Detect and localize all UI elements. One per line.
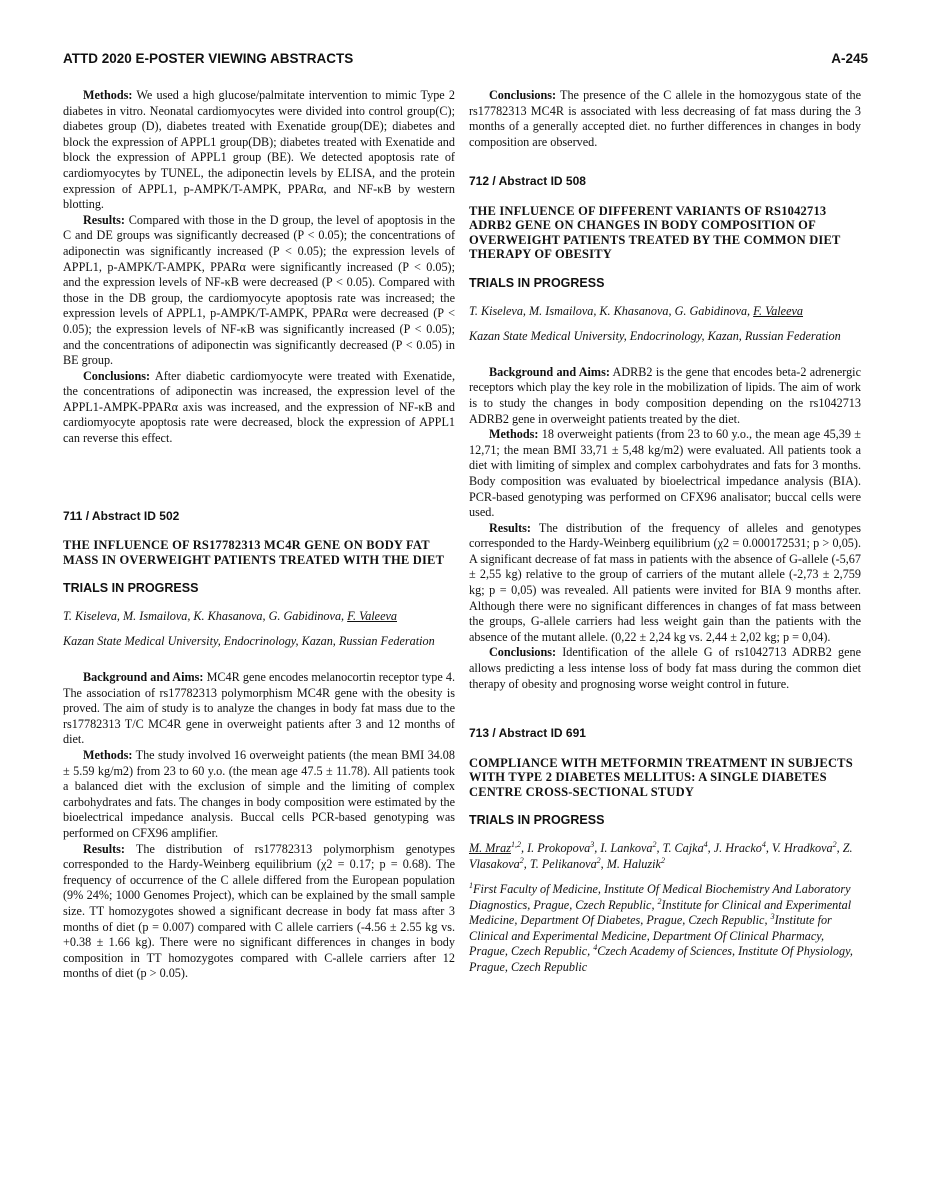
affiliation-mark: 3 bbox=[770, 912, 775, 922]
conclusions-text: After diabetic cardiomyocyte were treated with Exenatide, the concentrations of adiponectin was increased, the expression level of the APPL1-AMPK-PPARα axis was increased, and the expression of NF-κB and cardiomyocyte apoptosis rate were decreased, block the expression of APPL1 can reverse this effect. bbox=[63, 368, 456, 446]
conclusions-paragraph bbox=[469, 645, 861, 692]
background-paragraph bbox=[63, 670, 455, 748]
abstract-713 bbox=[469, 726, 861, 975]
methods-paragraph bbox=[469, 427, 861, 521]
background-paragraph bbox=[469, 365, 861, 427]
affiliation: Kazan State Medical University, Endocrinology, Kazan, Russian Federation bbox=[469, 329, 841, 344]
section-spacer bbox=[469, 692, 861, 726]
methods-label: Methods: bbox=[83, 88, 133, 102]
author-affiliation-mark: 1,2 bbox=[510, 839, 521, 849]
author-name: , I. Prokopova bbox=[520, 840, 591, 855]
abstract-subheading: TRIALS IN PROGRESS bbox=[469, 813, 605, 828]
methods-label: Methods: bbox=[489, 427, 539, 442]
author-list bbox=[469, 841, 861, 872]
author-name: , Z. Vlasakova bbox=[469, 840, 853, 871]
affiliation-list bbox=[469, 882, 861, 976]
author-name: , T. Pelikanova bbox=[523, 856, 597, 871]
conclusions-label: Conclusions: bbox=[83, 368, 151, 383]
author-name: , T. Cajka bbox=[656, 840, 704, 855]
affiliation: Institute for Clinical and Experimental Medicine, Department Of Clinical Pharmacy, Prague, Czech Republic, bbox=[469, 913, 832, 959]
abstract-subheading: TRIALS IN PROGRESS bbox=[63, 581, 199, 596]
author-name: , V. Hradkova bbox=[765, 840, 833, 855]
conclusions-label: Conclusions: bbox=[489, 88, 557, 102]
background-text: MC4R gene encodes melanocortin receptor type 4. The association of rs17782313 polymorphism MC4R gene with the obesity is proved. The aim of study is to analyze the changes in body fat mass due to the rs17782313 T/C MC4R gene in overweight patients after 3 and 12 months of diet. bbox=[63, 670, 455, 747]
author-list bbox=[63, 609, 455, 625]
conclusions-paragraph bbox=[63, 369, 455, 447]
left-column bbox=[63, 88, 455, 982]
author-name: , I. Lankova bbox=[594, 840, 653, 855]
methods-paragraph bbox=[63, 748, 455, 842]
results-text: The distribution of rs17782313 polymorphism genotypes corresponded to the Hardy-Weinberg equilibrium (χ2 = 0.17; p = 0.68). The frequency of occurrence of the C allele differed from the European population (9% 24%; 1000 Genomes Project), which can be explained by the small sample size. TT homozygotes showed a significant decrease in body fat mass after 3 months of diet (p = 0.007) compared with C allele carriers (-4.56 ± 2.55 kg vs. +0.38 ± 1.66 kg). There were no significant differences in changes in body composition in TT homozygotes compared with C-allele carriers after 12 months of diet (p > 0.05). bbox=[63, 841, 456, 981]
affiliation: Kazan State Medical University, Endocrinology, Kazan, Russian Federation bbox=[63, 634, 435, 649]
background-label: Background and Aims: bbox=[489, 364, 610, 379]
results-label: Results: bbox=[83, 841, 125, 856]
presenting-author: M. Mraz bbox=[469, 840, 511, 855]
conclusions-paragraph bbox=[469, 88, 861, 150]
abstract-title: THE INFLUENCE OF DIFFERENT VARIANTS OF RS1042713 ADRB2 GENE ON CHANGES IN BODY COMPOSITION OF OVERWEIGHT PATIENTS TREATED BY THE COMMON DIET THERAPY OF OBESITY bbox=[469, 203, 841, 262]
affiliation-mark: 1 bbox=[469, 881, 473, 891]
results-label: Results: bbox=[83, 212, 125, 227]
methods-text: We used a high glucose/palmitate intervention to mimic Type 2 diabetes in vitro. Neonatal cardiomyocytes were divided into control group(C); diabetes group (D), diabetes treated with Exenatide group(DE); diabetes and block the expression of APPL1 group(DB); diabetes treated with Exenatide and block the expression of APPL1 group (BE). We detected apoptosis rate of cardiomyocytes by TUNEL, the adiponectin levels by ELISA, and the protein expression of APPL1, p-AMPK/T-AMPK, PPARα, and NF-κB by western blotting. bbox=[63, 88, 455, 212]
authors-text: T. Kiseleva, M. Ismailova, K. Khasanova, G. Gabidinova, bbox=[63, 608, 345, 623]
background-text: ADRB2 is the gene that encodes beta-2 adrenergic receptors which play the key role in the mobilization of lipids. The aim of work is to study the changes in body composition depending on the rs1042713 ADRB2 gene in overweight patients treated by the diet. bbox=[469, 364, 861, 426]
results-paragraph bbox=[63, 213, 455, 369]
background-label: Background and Aims: bbox=[83, 670, 204, 685]
methods-paragraph bbox=[63, 88, 455, 213]
results-paragraph bbox=[469, 521, 861, 646]
author-affiliation-mark: 2 bbox=[596, 855, 601, 865]
results-label: Results: bbox=[489, 520, 531, 535]
conclusions-text: The presence of the C allele in the homozygous state of the rs17782313 MC4R is associated with less decreasing of fat mass during the 3 months of a generally accepted diet. no further differences in changes in body composition are observed. bbox=[469, 88, 861, 149]
authors-text: T. Kiseleva, M. Ismailova, K. Khasanova, G. Gabidinova, bbox=[469, 303, 751, 318]
affiliation: Institute for Clinical and Experimental Medicine, Department Of Diabetes, Prague, Czech Republic, bbox=[469, 897, 852, 928]
author-affiliation-mark: 2 bbox=[652, 839, 657, 849]
abstract-712 bbox=[469, 174, 861, 692]
presenting-author: F. Valeeva bbox=[347, 608, 398, 623]
affiliation: First Faculty of Medicine, Institute Of Medical Biochemistry And Laboratory Diagnostics, Prague, Czech Republic, bbox=[469, 882, 851, 912]
author-name: , M. Haluzik bbox=[600, 856, 661, 871]
author-affiliation-mark: 2 bbox=[519, 855, 524, 865]
author-name: , J. Hracko bbox=[707, 840, 762, 855]
running-header bbox=[63, 51, 868, 71]
affiliation-mark: 2 bbox=[657, 896, 662, 906]
author-affiliation-mark: 4 bbox=[761, 839, 766, 849]
presenting-author: F. Valeeva bbox=[753, 303, 804, 318]
abstract-subheading: TRIALS IN PROGRESS bbox=[469, 275, 605, 290]
abstract-title: COMPLIANCE WITH METFORMIN TREATMENT IN SUBJECTS WITH TYPE 2 DIABETES MELLITUS: A SINGLE DIABETES CENTRE CROSS-SECTIONAL STUDY bbox=[469, 755, 853, 799]
author-affiliation-mark: 3 bbox=[590, 839, 595, 849]
results-paragraph bbox=[63, 842, 455, 982]
abstract-title: THE INFLUENCE OF RS17782313 MC4R GENE ON BODY FAT MASS IN OVERWEIGHT PATIENTS TREATED WITH THE DIET bbox=[63, 538, 445, 567]
conclusions-text: Identification of the allele G of rs1042713 ADRB2 gene allows predicting a less intense loss of body fat mass during the common diet therapy of obesity and prognosing worse weight control in future. bbox=[469, 645, 862, 691]
author-affiliation-mark: 2 bbox=[832, 839, 837, 849]
author-list bbox=[469, 304, 861, 320]
journal-title: ATTD 2020 E-POSTER VIEWING ABSTRACTS bbox=[63, 51, 354, 66]
page-number: A-245 bbox=[831, 51, 868, 66]
affiliation: Czech Academy of Sciences, Institute Of Physiology, Prague, Czech Republic bbox=[469, 944, 853, 975]
methods-text: 18 overweight patients (from 23 to 60 y.o., the mean age 45,39 ± 12,71; the mean BMI 33,71 ± 5,48 kg/m2) were evaluated. All patients took a diet with limiting of simplex and complex carbohydrates and fats for 3 months. Body composition was evaluated by bioelectrical impedance analysis (BIA). PCR-based genotyping was performed on CFX96 analisator; buccal cells were used. bbox=[469, 427, 861, 520]
section-spacer bbox=[469, 150, 861, 174]
methods-text: The study involved 16 overweight patients (the mean BMI 34.08 ± 5.59 kg/m2) from 23 to 60 y.o. (the mean age 47.5 ± 11.78). All patients took a balanced diet with the exclusion of simple and the limiting of complex carbohydrates and fats. The changes in body composition were estimated by the bioelectrical impedance analysis. Buccal cells PCR-based genotyping was performed on CFX96 amplifier. bbox=[63, 748, 455, 840]
author-affiliation-mark: 4 bbox=[703, 839, 708, 849]
right-column bbox=[469, 88, 861, 976]
abstract-heading: 711 / Abstract ID 502 bbox=[63, 508, 180, 523]
abstract-heading: 712 / Abstract ID 508 bbox=[469, 174, 586, 189]
affiliation-mark: 4 bbox=[593, 943, 598, 953]
conclusions-label: Conclusions: bbox=[489, 645, 557, 660]
results-text: Compared with those in the D group, the level of apoptosis in the C and DE groups was significantly decreased (P < 0.05); the concentrations of adiponectin was significantly increased (P < 0.05); the expression levels of APPL1, p-AMPK/T-AMPK, PPARα were significantly increased (P < 0.05); and the expression levels of NF-κB were decreased (P < 0.05). Compared with those in the DB group, the cardiomyocyte apoptosis rate was increased; the expression levels of APPL1, p-AMPK/T-AMPK, PPARα were decreased (P < 0.05); the expression levels of NF-κB was significantly increased (P < 0.05); and the concentrations of adiponectin was significantly decreased (P < 0.05) in BE group. bbox=[63, 212, 456, 368]
abstract-711 bbox=[63, 509, 455, 982]
author-affiliation-mark: 2 bbox=[660, 855, 665, 865]
results-text: The distribution of the frequency of alleles and genotypes corresponded to the Hardy-Weinberg equilibrium (χ2 = 0.000172531; p > 0,05). A significant decrease of fat mass in patients with the absence of G-allele (-5,67 ± 2,55 kg) relative to the group of carriers of the mutant allele (-2,73 ± 2,759 kg; p = 0,05) was revealed. All patients were invited for BIA 9 months after. Although there were no significant differences in changes of fat mass between the groups, G-allele carriers had less weight gain than the patients with the absence of the mutant allele. (0,22 ± 2,24 kg vs. 2,44 ± 2,02 kg; p = 0,04). bbox=[469, 520, 861, 644]
section-spacer bbox=[63, 447, 455, 509]
abstract-heading: 713 / Abstract ID 691 bbox=[469, 726, 586, 741]
methods-label: Methods: bbox=[83, 748, 133, 762]
